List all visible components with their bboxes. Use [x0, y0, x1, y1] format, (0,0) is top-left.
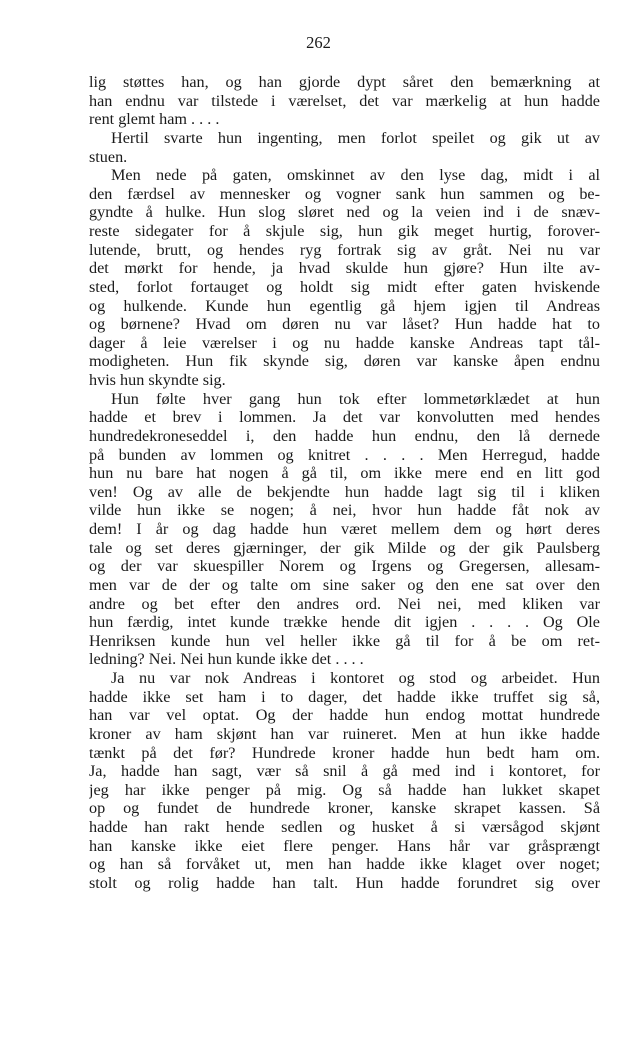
text-line: op og fundet de hundrede kroner, kanske skrapet kassen. Så [89, 799, 600, 818]
text-line: hundredekroneseddel i, den hadde hun endnu, den lå dernede [89, 426, 600, 445]
page-number: 262 [306, 33, 331, 52]
text-line: Hertil svarte hun ingenting, men forlot speilet og gik ut av [111, 128, 600, 147]
text-line: stuen. [89, 147, 128, 166]
text-line: reste sidegater for å skjule sig, hun gik meget hurtig, forover- [89, 222, 600, 240]
text-line: og hulkende. Kunde hun egentlig gå hjem igjen til Andreas [89, 296, 600, 315]
text-line: Hun følte hver gang hun tok efter lommetørklædet at hun [111, 389, 600, 408]
text-line: den færdsel av mennesker og vogner sank hun sammen og be- [89, 184, 600, 203]
text-line: og der var skuespiller Norem og Irgens og Gregersen, allesam- [89, 557, 600, 576]
text-line: dager å leie værelser i og nu hadde kanske Andreas tapt tål- [89, 333, 600, 352]
text-line: Henriksen kunde hun vel heller ikke gå til for å be om ret- [89, 631, 600, 650]
text-line: Ja, hadde han sagt, vær så snil å gå med ind i kontoret, for [89, 762, 600, 781]
text-line: og børnene? Hvad om døren nu var låset? Hun hadde hat to [89, 315, 600, 334]
text-line: og han så forvåket ut, men han hadde ikke klaget over noget; [89, 855, 600, 874]
text-line: hadde et brev i lommen. Ja det var konvolutten med hendes [89, 408, 600, 427]
text-line: på bunden av lommen og knitret . . . . Men Herregud, hadde [89, 445, 600, 464]
text-line: men var de der og talte om sine saker og den ene sat over den [89, 575, 600, 594]
text-line: vilde hun ikke se nogen; å nei, hvor hun hadde fåt nok av [89, 501, 600, 520]
text-line: han kanske ikke eiet flere penger. Hans hår var gråsprængt [89, 836, 600, 855]
text-line: hun nu bare hat nogen å gå til, om ikke mere end en litt god [89, 464, 600, 483]
text-line: ven! Og av alle de bekjendte hun hadde lagt sig til i kliken [89, 482, 600, 501]
text-line: sted, forlot fortauget og holdt sig midt efter gaten hviskende [89, 277, 600, 296]
text-line: hvis hun skyndte sig. [89, 371, 226, 389]
text-line: hun færdig, intet kunde trække hende dit igjen . . . . Og Ole [89, 613, 600, 632]
text-line: hadde han rakt hende sedlen og husket å si værsågod skjønt [89, 818, 600, 836]
text-line: Ja nu var nok Andreas i kontoret og stod og arbeidet. Hun [111, 669, 600, 687]
text-line: lutende, brutt, og hendes ryg fortrak sig av gråt. Nei nu var [89, 240, 600, 259]
text-line: andre og bet efter den andres ord. Nei nei, med kliken var [89, 594, 600, 613]
text-line: stolt og rolig hadde han talt. Hun hadde forundret sig over [89, 873, 600, 892]
text-line: ledning? Nei. Nei hun kunde ikke det . . . . [89, 650, 364, 669]
text-line: kroner av ham skjønt han var ruineret. Men at hun ikke hadde [89, 724, 600, 743]
text-line: tale og set deres gjærninger, der gik Milde og der gik Paulsberg [89, 538, 600, 557]
text-line: lig støttes han, og han gjorde dypt såret den bemærkning at [89, 73, 600, 91]
text-line: han var vel optat. Og der hadde hun endog mottat hundrede [89, 706, 600, 725]
text-line: modigheten. Hun fik skynde sig, døren var kanske åpen endnu [89, 352, 600, 371]
text-line: tænkt på det før? Hundrede kroner hadde hun bedt ham om. [89, 743, 600, 762]
text-line: gyndte å hulke. Hun slog sløret ned og la veien ind i de snæv- [89, 203, 600, 222]
text-line: dem! I år og dag hadde hun været mellem dem og hørt deres [89, 520, 600, 538]
text-line: Men nede på gaten, omskinnet av den lyse dag, midt i al [111, 166, 600, 185]
text-line: hadde ikke set ham i to dager, det hadde ikke truffet sig så, [89, 687, 600, 706]
body-text [89, 73, 600, 893]
text-line: det mørkt for hende, ja hvad skulde hun gjøre? Hun ilte av- [89, 259, 600, 278]
text-line: han endnu var tilstede i værelset, det var mærkelig at hun hadde [89, 91, 600, 110]
text-line: jeg har ikke penger på mig. Og så hadde han lukket skapet [89, 780, 600, 799]
text-line: rent glemt ham . . . . [89, 110, 220, 129]
